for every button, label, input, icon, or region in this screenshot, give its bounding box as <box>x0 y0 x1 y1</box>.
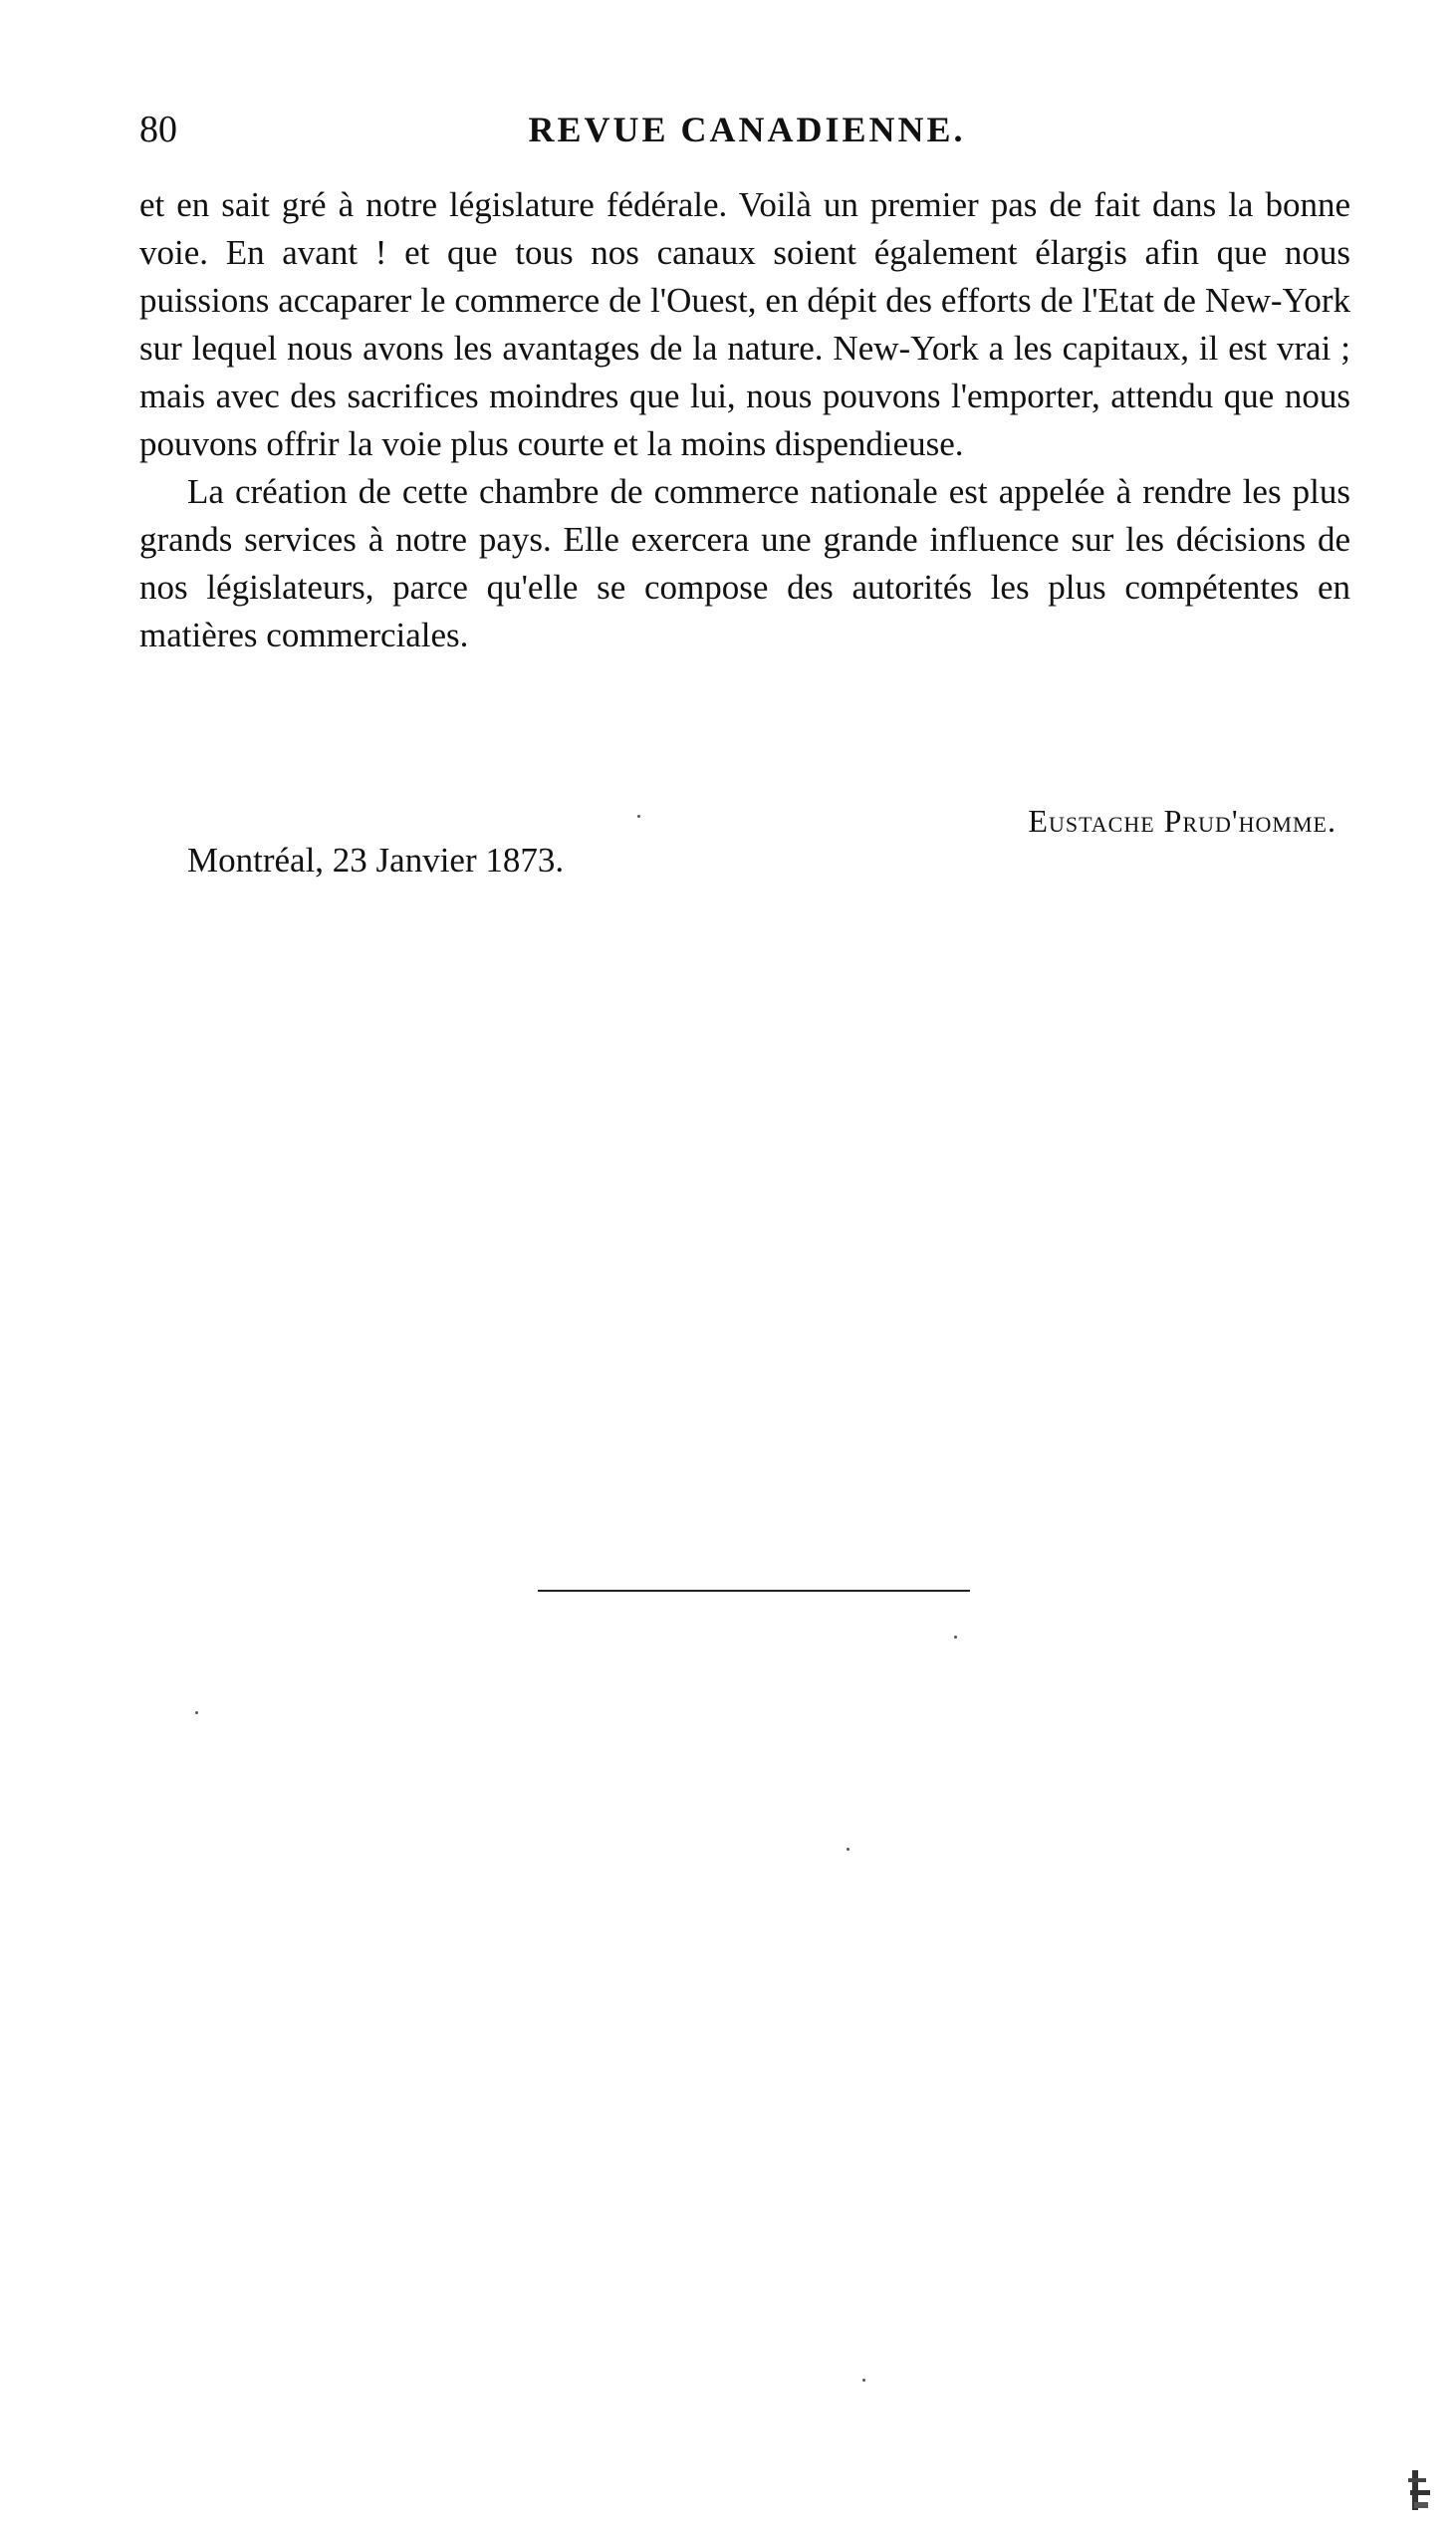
journal-title: REVUE CANADIENNE. <box>528 110 966 149</box>
scan-speck <box>195 1711 198 1714</box>
page-number: 80 <box>139 109 177 150</box>
scan-speck <box>862 2379 865 2382</box>
scan-blot-icon <box>1404 2468 1434 2514</box>
paragraph-1: et en sait gré à notre législature fédérale. Voilà un premier pas de fait dans la bonne voie. En avant ! et que tous nos canaux soient également élargis afin que nous puissions accaparer le commerce de l'Ouest, en dépit des efforts de l'Etat de New-York sur lequel nous avons les avantages de la nature. New-York a les capitaux, il est vrai ; mais avec des sacrifices moindres que lui, nous pouvons l'emporter, attendu que nous pouvons offrir la voie plus courte et la moins dispendieuse. <box>139 185 1350 463</box>
article-body <box>139 181 1350 659</box>
author-signature: Eustache Prud'homme. <box>1028 803 1336 839</box>
scan-speck <box>847 1848 849 1851</box>
dateline: Montréal, 23 Janvier 1873. <box>187 841 565 880</box>
running-head <box>139 100 1354 159</box>
section-separator-rule <box>538 1590 970 1592</box>
paragraph-2: La création de cette chambre de commerce nationale est appelée à rendre les plus grands services à notre pays. Elle exercera une grande influence sur les décisions de nos législateurs, parce qu'elle se compose des autorités les plus compétentes en matières commerciales. <box>139 472 1350 654</box>
scan-speck <box>637 815 640 818</box>
scan-speck <box>954 1636 957 1639</box>
